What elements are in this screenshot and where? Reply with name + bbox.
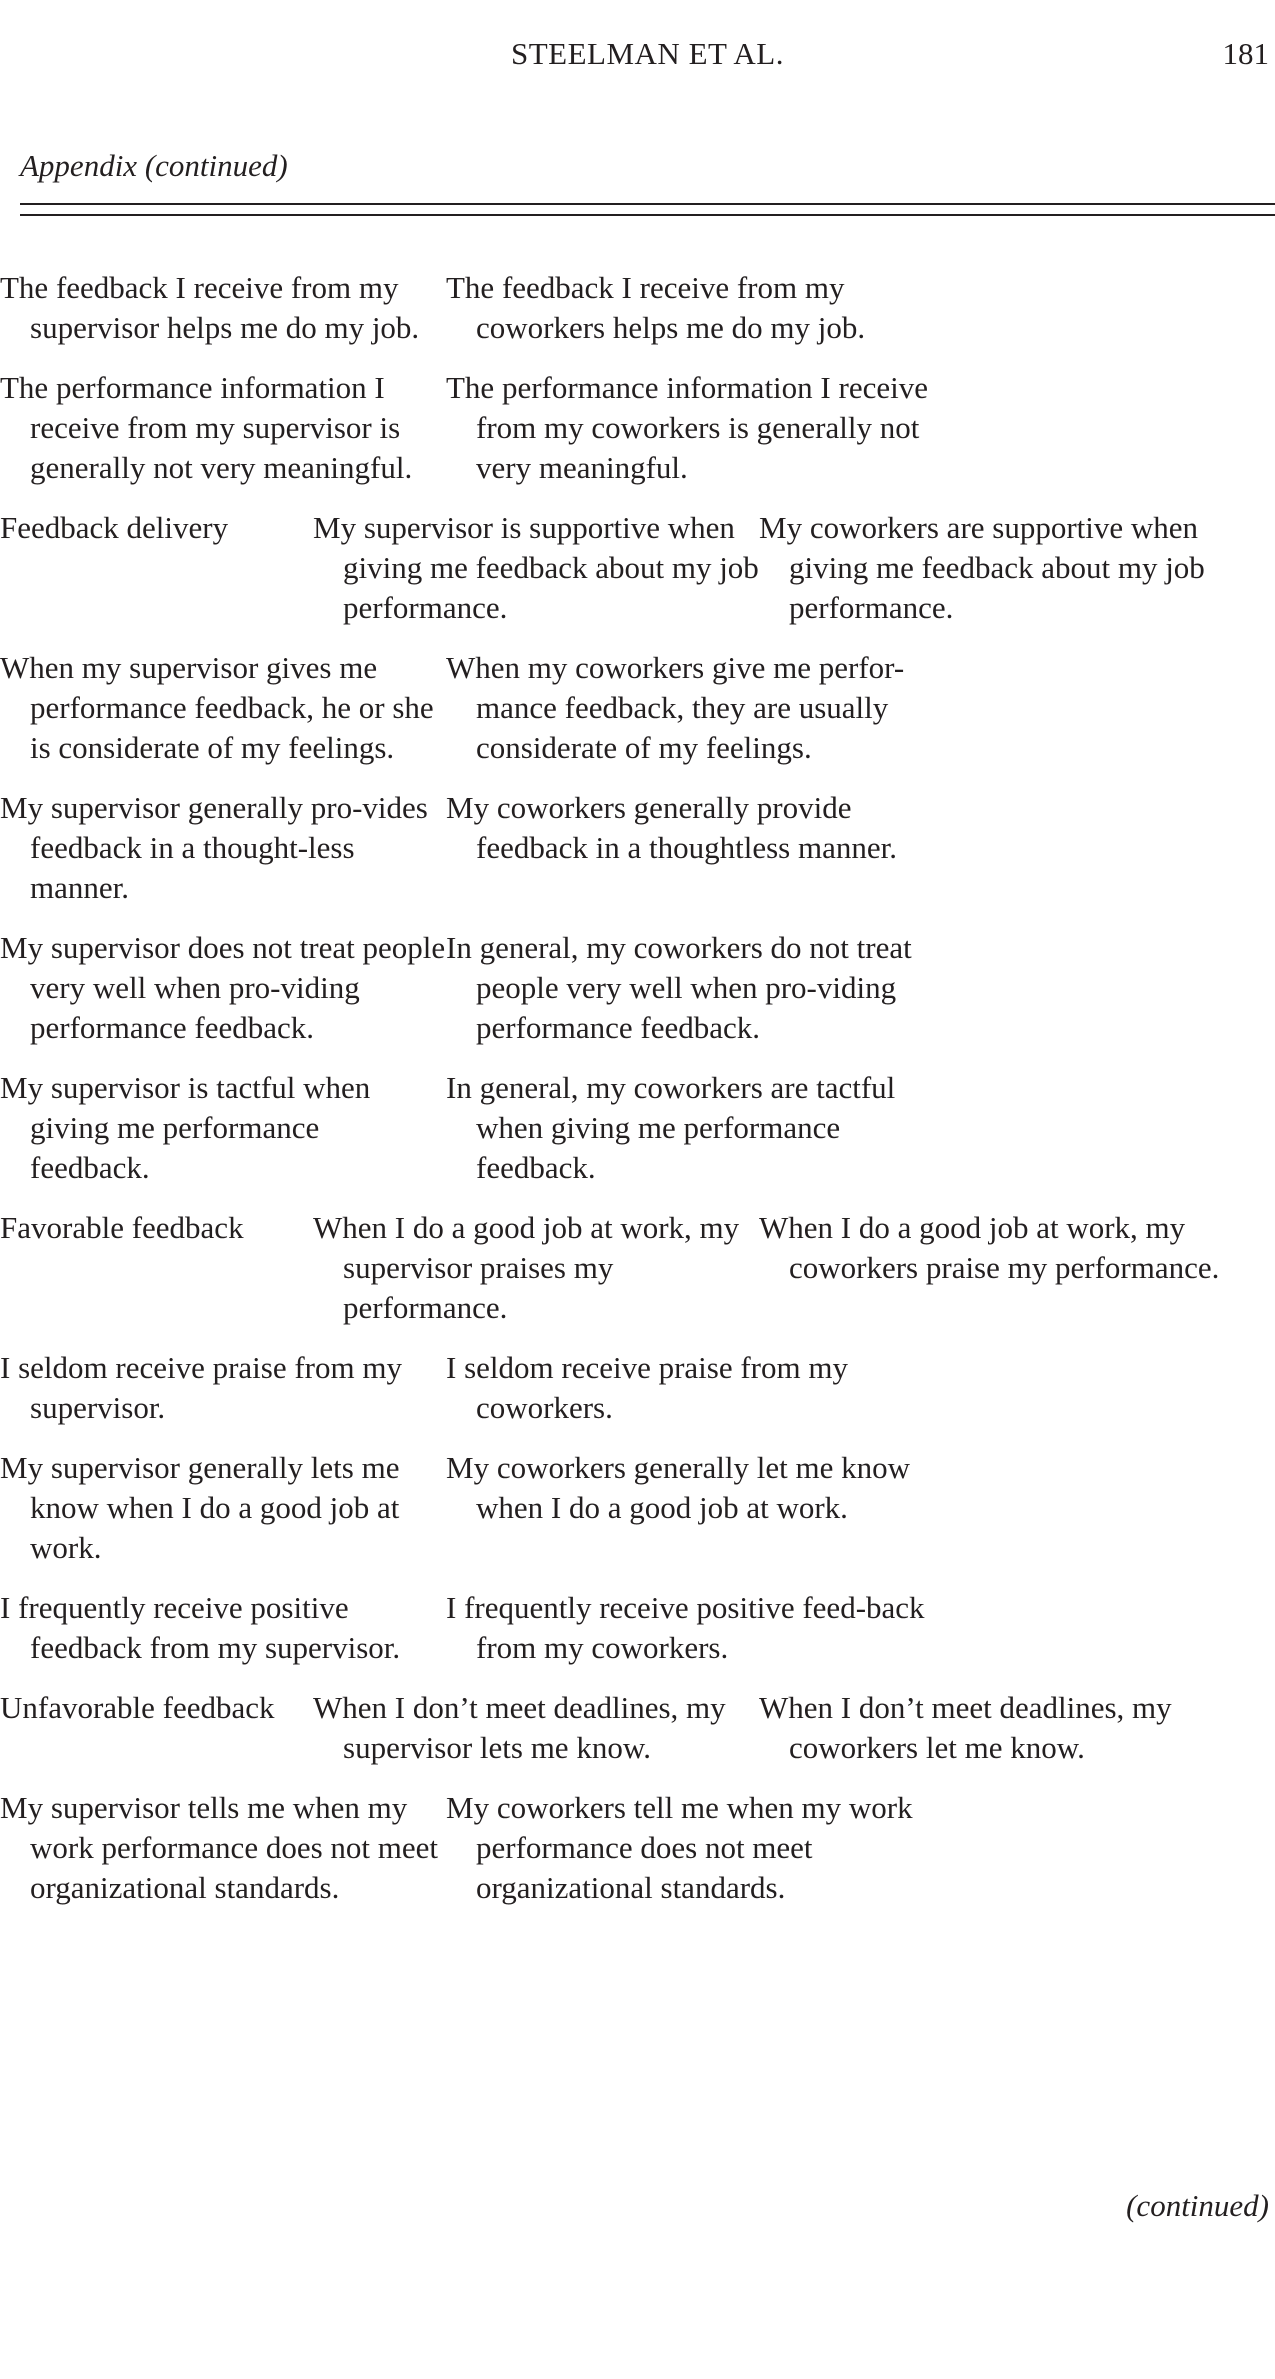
supervisor-item: The feedback I receive from my supervisor helps me do my job.: [0, 270, 420, 345]
running-head-title: STEELMAN ET AL.: [511, 36, 784, 71]
supervisor-item: My supervisor generally lets me know when I do a good job at work.: [0, 1450, 400, 1565]
supervisor-item: When I do a good job at work, my supervisor praises my performance.: [313, 1210, 740, 1325]
supervisor-item: When my supervisor gives me performance feedback, he or she is considerate of my feelings.: [0, 650, 434, 765]
table-row: [0, 648, 1275, 768]
table-caption: Appendix (continued): [20, 148, 288, 183]
dimension-cell: Favorable feedback: [0, 1210, 244, 1245]
coworker-item: In general, my coworkers do not treat people very well when pro-viding performance feedback.: [446, 930, 912, 1045]
table-row: [0, 1788, 1275, 1908]
supervisor-item: I frequently receive positive feedback from my supervisor.: [0, 1590, 401, 1665]
top-rule: [20, 203, 1275, 205]
coworker-item: I seldom receive praise from my coworkers.: [446, 1350, 848, 1425]
table-row: [0, 1208, 1275, 1328]
supervisor-item: My supervisor does not treat people very well when pro-viding performance feedback.: [0, 930, 446, 1045]
coworker-item: My coworkers generally let me know when I do a good job at work.: [446, 1450, 911, 1525]
table-row: [0, 788, 1275, 908]
table-row: [0, 1588, 1275, 1668]
table-row: [0, 928, 1275, 1048]
coworker-item: My coworkers generally provide feedback in a thoughtless manner.: [446, 790, 897, 865]
coworker-item: When I don’t meet deadlines, my coworkers let me know.: [759, 1690, 1172, 1765]
supervisor-item: My supervisor is tactful when giving me performance feedback.: [0, 1070, 371, 1185]
appendix-table: [0, 268, 1275, 1928]
coworker-item: In general, my coworkers are tactful when giving me performance feedback.: [446, 1070, 896, 1185]
supervisor-item: My supervisor generally pro-vides feedback in a thought-less manner.: [0, 790, 428, 905]
table-row: [0, 268, 1275, 348]
supervisor-item: My supervisor is supportive when giving me feedback about my job performance.: [313, 510, 759, 625]
continued-note: (continued): [1126, 2188, 1269, 2223]
table-row: [0, 508, 1275, 628]
supervisor-item: My supervisor tells me when my work performance does not meet organizational standards.: [0, 1790, 439, 1905]
coworker-item: I frequently receive positive feed-back from my coworkers.: [446, 1590, 925, 1665]
coworker-item: The feedback I receive from my coworkers helps me do my job.: [446, 270, 866, 345]
dimension-cell: Unfavorable feedback: [0, 1690, 275, 1725]
page-number: 181: [1222, 36, 1269, 71]
table-row: [0, 1448, 1275, 1568]
coworker-item: My coworkers are supportive when giving me feedback about my job performance.: [759, 510, 1205, 625]
dimension-cell: Feedback delivery: [0, 510, 229, 545]
supervisor-item: I seldom receive praise from my supervisor.: [0, 1350, 402, 1425]
top-rule-double: [20, 214, 1275, 216]
table-row: [0, 1688, 1275, 1768]
table-row: [0, 1068, 1275, 1188]
table-row: [0, 368, 1275, 488]
coworker-item: My coworkers tell me when my work performance does not meet organizational standards.: [446, 1790, 913, 1905]
table-row: [0, 1348, 1275, 1428]
running-head: [0, 36, 1275, 76]
coworker-item: When my coworkers give me perfor-mance feedback, they are usually considerate of my feelings.: [446, 650, 905, 765]
coworker-item: When I do a good job at work, my coworkers praise my performance.: [759, 1210, 1220, 1285]
supervisor-item: The performance information I receive from my supervisor is generally not very meaningful.: [0, 370, 413, 485]
coworker-item: The performance information I receive from my coworkers is generally not very meaningful.: [446, 370, 928, 485]
supervisor-item: When I don’t meet deadlines, my supervisor lets me know.: [313, 1690, 726, 1765]
